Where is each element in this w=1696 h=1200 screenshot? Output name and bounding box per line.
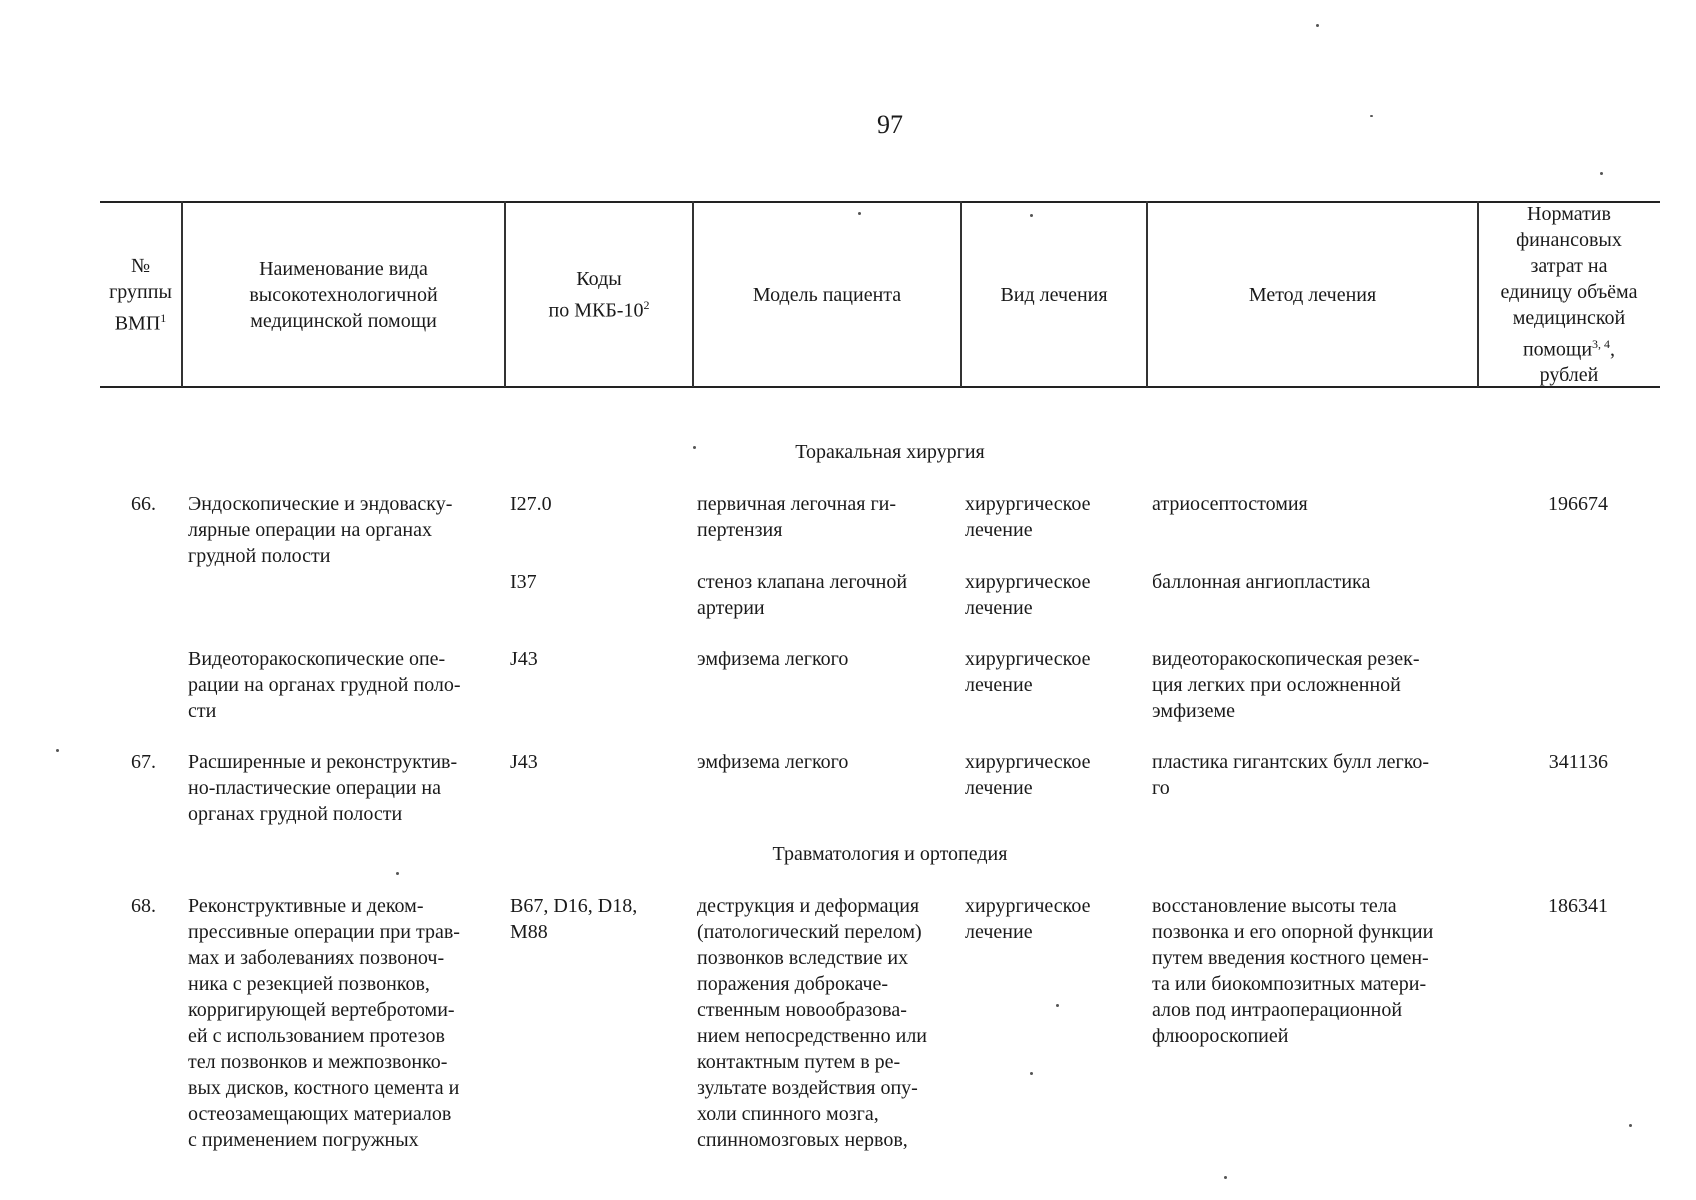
row-66-name: Эндоскопические и эндоваску- лярные операции на органах грудной полости	[188, 493, 453, 567]
header-treatment-method: Метод лечения	[1248, 283, 1377, 306]
row-66b-code: J43	[510, 648, 538, 670]
scan-speck	[1629, 1124, 1632, 1127]
page-number: 97	[877, 110, 903, 139]
header-group-number: № группы ВМП$^1$	[109, 254, 172, 335]
row-66b-type: хирургическое лечение	[965, 648, 1091, 696]
row-68-method: восстановление высоты тела позвонка и его опорной функции путем введения костного цемен- та или биокомпозитных матери- алов под интраоперационной флюороскопией	[1152, 895, 1434, 1047]
row-66-code-1: I27.0	[510, 493, 552, 515]
header-treatment-type: Вид лечения	[1000, 283, 1108, 306]
header-patient-model: Модель пациента	[752, 283, 902, 306]
row-68-cost: 186341	[1548, 895, 1608, 917]
header-care-name: Наименование вида высокотехнологичной медицинской помощи	[249, 257, 438, 332]
row-68-name: Реконструктивные и деком- прессивные операции при трав- мах и заболеваниях позвоноч- ника с резекцией позвонков, корригирующей вертебротоми- ей с использованием протезов тел позвонков и межпозвонко- вых дисков, костного цемента и остеозамещающих материалов с применением погружных	[188, 895, 460, 1151]
scan-speck	[693, 446, 696, 449]
row-66b-method: видеоторакоскопическая резек- ция легких при осложненной эмфиземе	[1152, 648, 1420, 722]
section-title-thoracic: Торакальная хирургия	[795, 441, 985, 463]
scan-speck	[858, 212, 861, 215]
row-66-type-1: хирургическое лечение	[965, 493, 1091, 541]
scan-speck	[396, 872, 399, 875]
row-67-type: хирургическое лечение	[965, 751, 1091, 799]
scan-speck	[1030, 214, 1033, 217]
row-68-type: хирургическое лечение	[965, 895, 1091, 943]
scan-speck	[1030, 1072, 1033, 1075]
scan-speck	[56, 749, 59, 752]
row-68-code: B67, D16, D18, M88	[510, 895, 638, 943]
row-67-code: J43	[510, 751, 538, 773]
row-66-method-2: баллонная ангиопластика	[1152, 571, 1371, 593]
row-66-number: 66.	[131, 493, 156, 515]
scan-speck	[1370, 115, 1373, 117]
scan-speck	[1224, 1176, 1227, 1179]
row-66b-model: эмфизема легкого	[697, 648, 849, 670]
row-66-method-1: атриосептостомия	[1152, 493, 1308, 515]
row-67-model: эмфизема легкого	[697, 751, 849, 773]
row-68-number: 68.	[131, 895, 156, 917]
row-66-type-2: хирургическое лечение	[965, 571, 1091, 619]
row-66-code-2: I37	[510, 571, 537, 593]
scan-speck	[1056, 1004, 1059, 1007]
header-bottom-rule	[100, 386, 1660, 388]
row-67-cost: 341136	[1548, 751, 1608, 773]
header-cost-norm: Норматив финансовых затрат на единицу объёма медицинской помощи$^{3, 4}$, рублей	[1500, 202, 1638, 387]
scan-speck	[1600, 172, 1603, 175]
scan-speck	[1316, 24, 1319, 27]
row-67-number: 67.	[131, 751, 156, 773]
row-68-model: деструкция и деформация (патологический перелом) позвонков вследствие их поражения доброкаче- ственным новообразова- нием непосредственно или контактным путем в ре- зультате воздействия опу- холи спинного мозга, спинномозговых нервов,	[697, 895, 927, 1151]
row-66-cost: 196674	[1548, 493, 1608, 515]
row-66-model-2: стеноз клапана легочной артерии	[697, 571, 908, 619]
header-icd-codes: Коды по МКБ-$10^2$	[548, 267, 650, 322]
section-title-trauma: Травматология и ортопедия	[772, 843, 1008, 865]
row-67-name: Расширенные и реконструктив- но-пластические операции на органах грудной полости	[188, 751, 458, 825]
row-66b-name: Видеоторакоскопические опе- рации на органах грудной поло- сти	[188, 648, 461, 722]
row-66-model-1: первичная легочная ги- пертензия	[697, 493, 897, 541]
row-67-method: пластика гигантских булл легко- го	[1152, 751, 1430, 799]
